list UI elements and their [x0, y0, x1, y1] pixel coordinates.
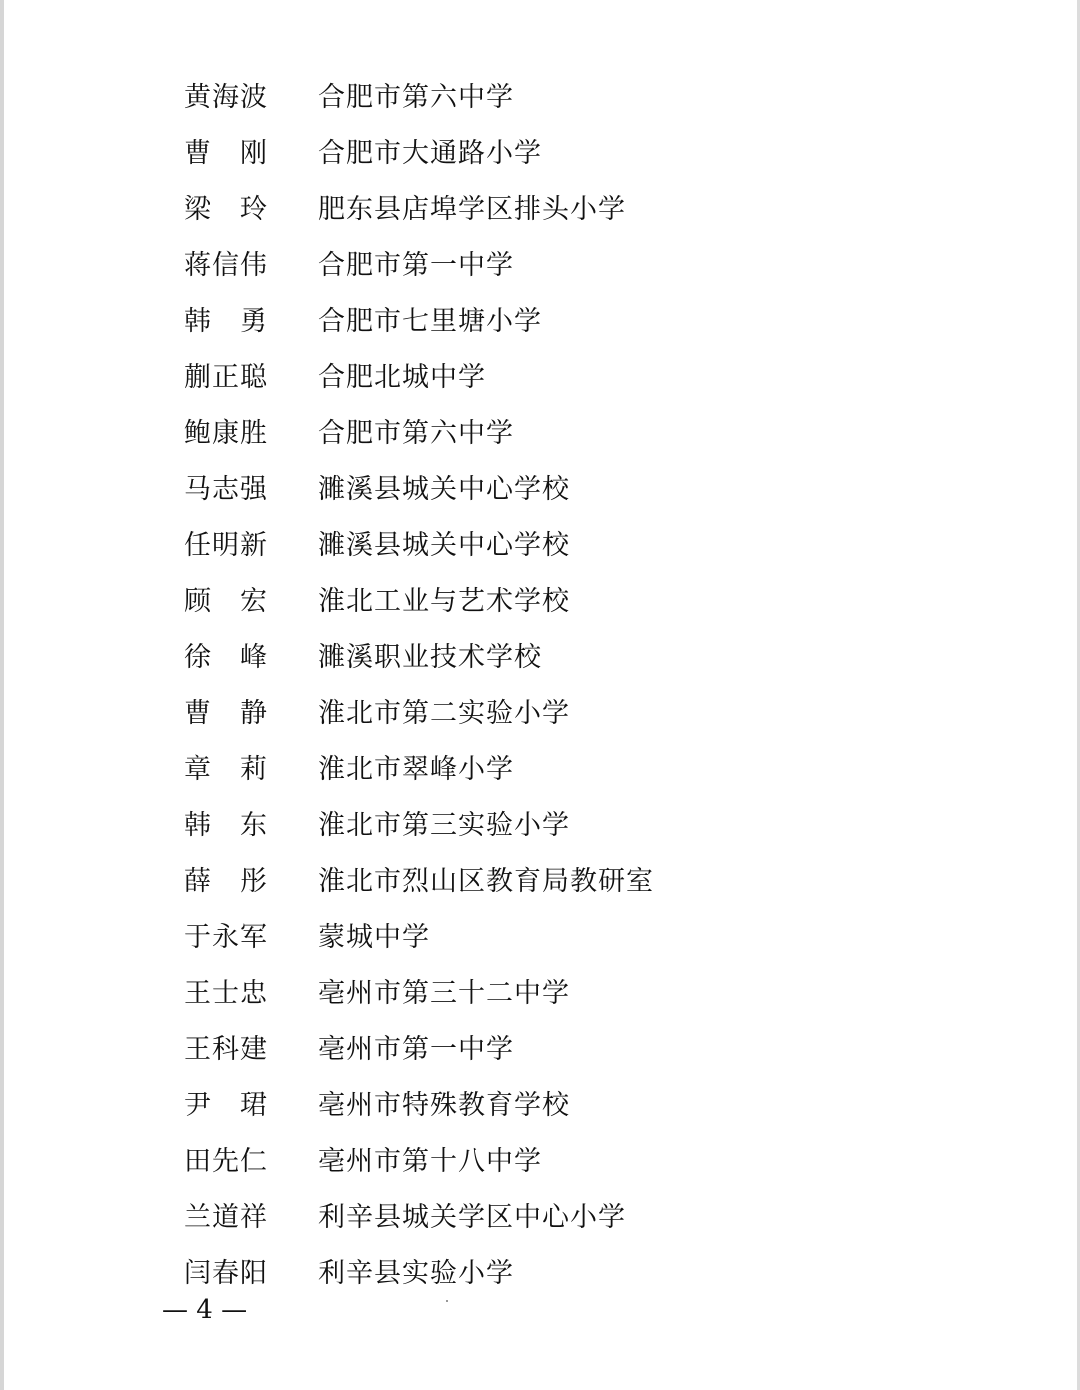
- scan-speck: [446, 1300, 448, 1302]
- list-item: [184, 966, 654, 1022]
- person-name: 顾 宏: [184, 586, 268, 617]
- list-item: [184, 350, 654, 406]
- school-name: 淮北市烈山区教育局教研室: [318, 866, 654, 897]
- school-name: 合肥市第一中学: [318, 250, 514, 281]
- person-name: 鲍康胜: [184, 418, 268, 449]
- page-edge-left: [0, 0, 4, 1390]
- list-item: [184, 1134, 654, 1190]
- list-item: [184, 126, 654, 182]
- person-name: 蒋信伟: [184, 250, 268, 281]
- school-name: 淮北市第二实验小学: [318, 698, 570, 729]
- school-name: 淮北工业与艺术学校: [318, 586, 570, 617]
- list-item: [184, 742, 654, 798]
- school-name: 亳州市第一中学: [318, 1034, 514, 1065]
- list-item: [184, 294, 654, 350]
- person-name: 薛 彤: [184, 866, 268, 897]
- person-name: 章 莉: [184, 754, 268, 785]
- list-item: [184, 238, 654, 294]
- person-name: 田先仁: [184, 1146, 268, 1177]
- school-name: 合肥市大通路小学: [318, 138, 542, 169]
- school-name: 亳州市特殊教育学校: [318, 1090, 570, 1121]
- list-item: [184, 1022, 654, 1078]
- school-name: 合肥市第六中学: [318, 418, 514, 449]
- list-item: [184, 854, 654, 910]
- school-name: 淮北市翠峰小学: [318, 754, 514, 785]
- person-name: 王士忠: [184, 978, 268, 1009]
- person-name: 梁 玲: [184, 194, 268, 225]
- person-name: 闫春阳: [184, 1258, 268, 1289]
- person-name: 任明新: [184, 530, 268, 561]
- school-name: 濉溪职业技术学校: [318, 642, 542, 673]
- list-item: [184, 70, 654, 126]
- school-name: 蒙城中学: [318, 922, 430, 953]
- list-item: [184, 1078, 654, 1134]
- person-name: 曹 刚: [184, 138, 268, 169]
- list-item: [184, 630, 654, 686]
- school-name: 合肥北城中学: [318, 362, 486, 393]
- school-name: 利辛县城关学区中心小学: [318, 1202, 626, 1233]
- name-list: [184, 70, 654, 1302]
- school-name: 淮北市第三实验小学: [318, 810, 570, 841]
- list-item: [184, 574, 654, 630]
- person-name: 兰道祥: [184, 1202, 268, 1233]
- school-name: 合肥市七里塘小学: [318, 306, 542, 337]
- person-name: 马志强: [184, 474, 268, 505]
- list-item: [184, 1190, 654, 1246]
- list-item: [184, 182, 654, 238]
- list-item: [184, 462, 654, 518]
- list-item: [184, 518, 654, 574]
- person-name: 曹 静: [184, 698, 268, 729]
- person-name: 韩 勇: [184, 306, 268, 337]
- school-name: 亳州市第十八中学: [318, 1146, 542, 1177]
- school-name: 合肥市第六中学: [318, 82, 514, 113]
- school-name: 肥东县店埠学区排头小学: [318, 194, 626, 225]
- person-name: 蒯正聪: [184, 362, 268, 393]
- page-number: — 4 —: [162, 1295, 248, 1325]
- list-item: [184, 798, 654, 854]
- school-name: 濉溪县城关中心学校: [318, 474, 570, 505]
- person-name: 王科建: [184, 1034, 268, 1065]
- person-name: 黄海波: [184, 82, 268, 113]
- list-item: [184, 910, 654, 966]
- person-name: 韩 东: [184, 810, 268, 841]
- list-item: [184, 1246, 654, 1302]
- school-name: 濉溪县城关中心学校: [318, 530, 570, 561]
- person-name: 于永军: [184, 922, 268, 953]
- school-name: 利辛县实验小学: [318, 1258, 514, 1289]
- person-name: 尹 珺: [184, 1090, 268, 1121]
- school-name: 亳州市第三十二中学: [318, 978, 570, 1009]
- list-item: [184, 406, 654, 462]
- list-item: [184, 686, 654, 742]
- person-name: 徐 峰: [184, 642, 268, 673]
